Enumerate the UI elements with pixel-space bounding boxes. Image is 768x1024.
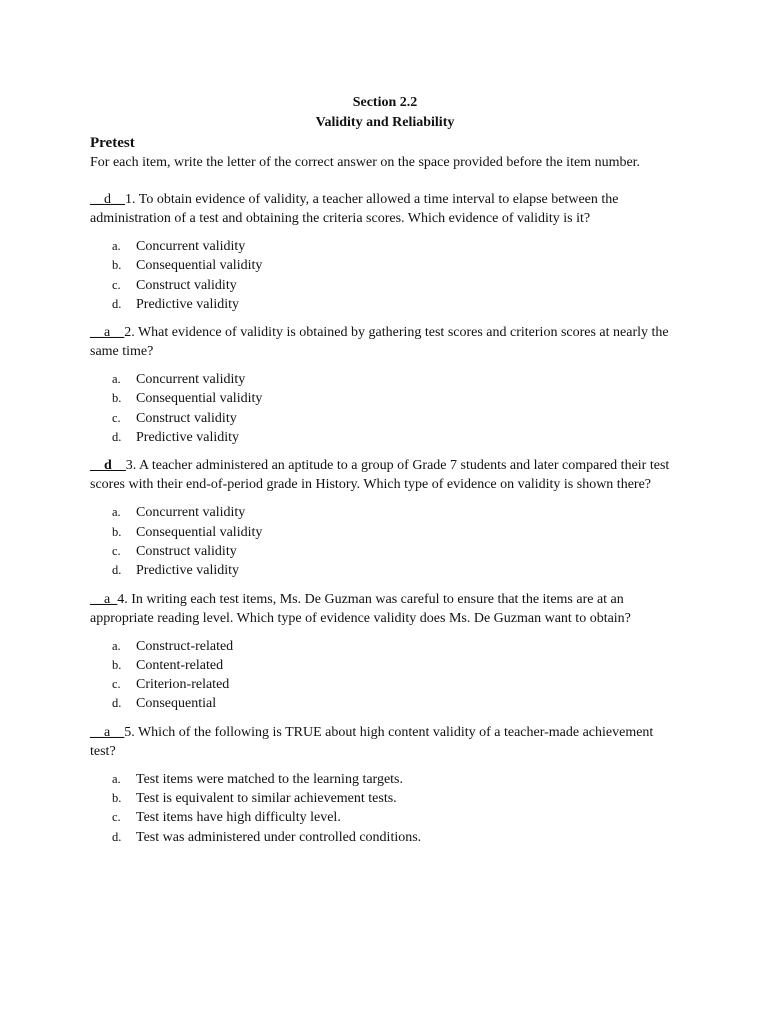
choice-item [112,370,680,389]
choice-text: Construct validity [136,277,237,293]
answer-blank: __a_ [90,591,118,607]
question-text: What evidence of validity is obtained by gathering test scores and criterion scores at nearly the same time? [90,325,669,360]
choice-letter: d. [112,430,122,445]
answer-blank: __d__ [90,458,126,474]
choice-item [112,276,680,295]
choice-letter: b. [112,791,122,806]
document-page [90,93,680,856]
choice-text: Consequential validity [136,524,263,540]
choice-item [112,295,680,314]
choice-text: Test is equivalent to similar achievement tests. [136,791,397,807]
choice-item [112,409,680,428]
choice-text: Criterion-related [136,677,230,693]
question-1 [90,190,680,314]
question-number: 1. [125,192,136,207]
question-stem [90,590,680,628]
document-heading [90,93,680,133]
choice-text: Concurrent validity [136,239,246,254]
choice-item [112,523,680,542]
choice-letter: d. [112,563,122,578]
choice-item [112,561,680,580]
question-number: 3. [125,458,137,474]
choice-item [112,694,680,713]
choice-letter: a. [112,505,121,520]
question-3 [90,456,680,580]
choice-letter: c. [112,277,121,292]
choice-item [112,789,680,808]
question-text: A teacher administered an aptitude to a group of Grade 7 students and later compared their test scores with their end-of-period grade in History. Which type of evidence on validity is shown there? [90,458,670,493]
choice-letter: c. [112,410,121,425]
choice-text: Consequential validity [136,391,263,407]
choice-item [112,389,680,408]
instructions-text: For each item, write the letter of the correct answer on the space provided before the item number. [90,155,641,170]
pretest-label: Pretest [90,135,135,151]
choice-text: Consequential validity [136,258,263,274]
choice-list [90,237,680,314]
choice-text: Predictive validity [136,296,240,312]
choice-item [112,656,680,675]
question-number: 5. [124,724,135,740]
choice-letter: b. [112,524,122,539]
choice-text: Predictive validity [136,563,240,579]
question-4 [90,590,680,714]
document-title: Validity and Reliability [315,115,455,130]
choice-list [90,370,680,447]
choice-item [112,828,680,847]
question-number: 4. [117,591,128,607]
choice-item [112,637,680,656]
choice-letter: b. [112,657,122,672]
choice-text: Construct validity [136,410,237,426]
choice-letter: a. [112,372,121,387]
choice-letter: d. [112,829,122,844]
choice-text: Predictive validity [136,430,240,446]
question-number: 2. [124,325,135,341]
choice-item [112,256,680,275]
choice-text: Concurrent validity [136,372,246,388]
choice-letter: a. [112,239,121,253]
question-2 [90,323,680,447]
choice-text: Construct-related [136,638,234,654]
choice-list [90,637,680,714]
choice-letter: c. [112,810,121,825]
answer-blank: __a__ [90,724,125,740]
choice-letter: c. [112,543,121,558]
choice-letter: b. [112,258,122,273]
choice-item [112,542,680,561]
question-text: To obtain evidence of validity, a teacher allowed a time interval to elapse between the administration of a test and obtaining the criteria scores. Which evidence of validity is it? [90,192,619,226]
choice-item [112,503,680,522]
choice-text: Test was administered under controlled conditions. [136,829,422,845]
choice-item [112,675,680,694]
choice-item [112,428,680,447]
choice-letter: d. [112,296,122,311]
choice-text: Content-related [136,657,224,673]
question-5 [90,723,680,847]
question-text: Which of the following is TRUE about high content validity of a teacher-made achievement test? [90,724,654,759]
question-stem [90,190,680,228]
choice-item [112,808,680,827]
question-stem [90,723,680,761]
section-number: Section 2.2 [352,95,418,110]
question-stem [90,456,680,494]
choice-letter: c. [112,677,121,692]
choice-text: Test items were matched to the learning targets. [136,771,404,787]
choice-list [90,503,680,580]
question-text: In writing each test items, Ms. De Guzman was careful to ensure that the items are at an appropriate reading level. Which type of evidence validity does Ms. De Guzman want to obtain? [90,591,631,626]
choice-text: Construct validity [136,543,237,559]
question-stem [90,323,680,361]
answer-blank: __d__ [90,192,125,207]
choice-list [90,770,680,847]
answer-blank: __a__ [90,325,125,341]
choice-letter: a. [112,771,121,786]
choice-letter: a. [112,638,121,653]
choice-text: Concurrent validity [136,505,246,521]
choice-letter: b. [112,391,122,406]
choice-letter: d. [112,696,122,711]
choice-text: Test items have high difficulty level. [136,810,341,826]
choice-text: Consequential [136,696,217,712]
choice-item [112,237,680,256]
choice-item [112,770,680,789]
